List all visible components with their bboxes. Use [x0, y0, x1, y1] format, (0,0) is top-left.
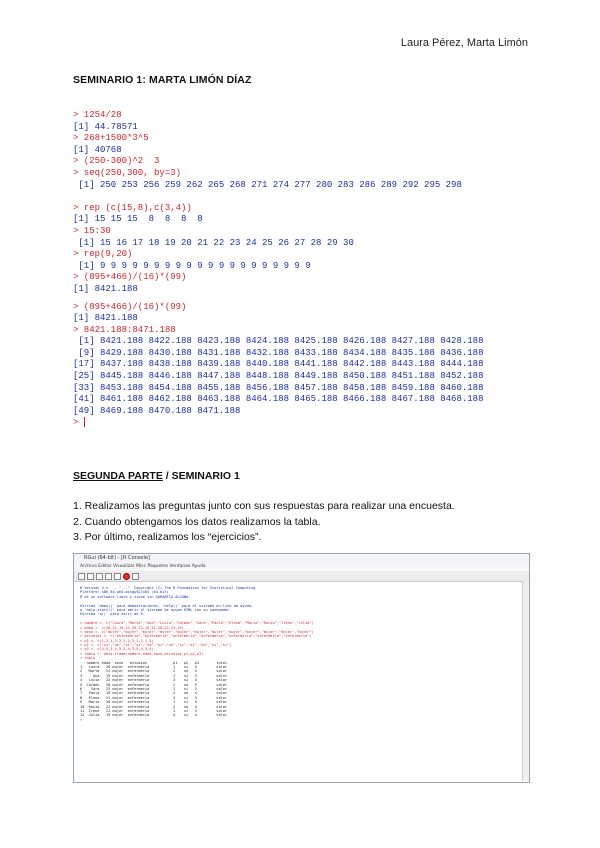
r-window-line: > tabla — [80, 656, 96, 661]
console-line: > 8421.188:8471.188 — [73, 324, 176, 335]
console-line: [1] 8421.188 — [73, 313, 138, 324]
step-3: 3. Por último, realizamos los “ejercicios”. — [73, 531, 262, 543]
r-window-line: Escriba 'demo()' para demostraciones, 'help()' para el sistema on-line de ayuda, — [80, 603, 254, 608]
console-block-1 — [73, 110, 493, 296]
console-line: [1] 8421.188 8422.188 8423.188 8424.188 8425.188 8426.188 8427.188 8428.188 — [73, 336, 484, 347]
r-window-line: 12 Julia 19 mujer enfermeria 3 si 4 valor — [80, 713, 228, 718]
r-window-title: RGui (64-bit) - [R Console] — [74, 554, 529, 563]
r-window-line: Escriba 'q()' para salir de R. — [80, 612, 145, 617]
console-line: [49] 8469.188 8470.188 8471.188 — [73, 405, 241, 416]
r-window-line: 10 Rocio 22 mujer enfermeria 2 no 4 valor — [80, 704, 228, 709]
print-icon — [132, 573, 139, 580]
open-icon — [78, 573, 85, 580]
console-line: > — [73, 417, 84, 428]
paste-icon — [105, 573, 112, 580]
console-line: > (250-300)^2 3 — [73, 156, 160, 167]
r-window-console — [74, 582, 529, 726]
console-line: [1] 15 16 17 18 19 20 21 22 23 24 25 26 27 28 29 30 — [73, 237, 354, 248]
r-window-line: 1 Laura 20 mujer enfermeria 1 si 4 valor — [80, 665, 228, 670]
r-window-line: > nombre <- c("Laura","Marta","Ana","Lucia","Carmen","Sara","Paula","Elena","Maria","Rocio","Irene","Julia") — [80, 621, 314, 626]
console-line: [1] 44.78571 — [73, 121, 138, 132]
console-line: [41] 8461.188 8462.188 8463.188 8464.188 8465.188 8466.188 8467.188 8468.188 — [73, 394, 484, 405]
section-title-2-rest: / SEMINARIO 1 — [162, 470, 240, 482]
r-gui-screenshot — [73, 553, 530, 783]
save-icon — [87, 573, 94, 580]
r-window-line: 4 Lucia 22 mujer enfermeria 3 si 4 valor — [80, 678, 228, 683]
console-line: [25] 8445.188 8446.188 8447.188 8448.188 8449.188 8450.188 8451.188 8452.188 — [73, 371, 484, 382]
console-line: [1] 8421.188 — [73, 283, 138, 294]
section-title-1: SEMINARIO 1: MARTA LIMÓN DÍAZ — [73, 74, 252, 86]
r-window-line: > tabla <- data.frame(nombre,edad,sexo,estudios,p1,p2,p3) — [80, 651, 204, 656]
r-window-line: 3 Ana 19 mujer enfermeria 1 si 3 valor — [80, 673, 228, 678]
r-window-line: 5 Carmen 20 mujer enfermeria 2 no 5 valor — [80, 682, 228, 687]
r-window-line: o 'help.start()' para abrir el sistema de ayuda HTML con su navegador. — [80, 607, 232, 612]
console-line: [1] 9 9 9 9 9 9 9 9 9 9 9 9 9 9 9 9 9 9 9 9 — [73, 260, 311, 271]
console-line: > rep(9,20) — [73, 249, 133, 260]
r-window-line: Platform: x86_64-w64-mingw32/x64 (64-bit) — [80, 590, 169, 595]
console-line: > seq(250,300, by=3) — [73, 167, 182, 178]
section-title-2-underlined: SEGUNDA PARTE — [73, 470, 163, 482]
text-cursor — [84, 417, 86, 427]
console-line: > 1254/28 — [73, 110, 122, 120]
console-line — [73, 191, 493, 203]
copy-paste-icon — [114, 573, 121, 580]
steps-list — [73, 499, 455, 546]
r-window-line: > — [80, 717, 85, 722]
r-console-output — [73, 110, 493, 429]
section-title-2 — [73, 470, 240, 482]
r-window-scrollbar — [522, 581, 529, 781]
copy-icon — [96, 573, 103, 580]
r-window-line: > p3 <- c(4,5,3,4,5,2,4,3,5,4,3,4) — [80, 647, 154, 652]
console-line: [33] 8453.188 8454.188 8455.188 8456.188 8457.188 8458.188 8459.188 8460.188 — [73, 382, 484, 393]
r-window-line: 2 Marta 21 mujer enfermeria 2 no 5 valor — [80, 669, 228, 674]
console-line: > (895+466)/(16)*(99) — [73, 272, 187, 283]
console-line: [1] 250 253 256 259 262 265 268 271 274 277 280 283 286 289 292 295 298 — [73, 179, 462, 190]
r-window-menu: Archivo Editar Visualizar Misc Paquetes Ventanas Ayuda — [74, 563, 529, 571]
r-window-toolbar — [74, 571, 529, 582]
step-2: 2. Cuando obtengamos los datos realizamos la tabla. — [73, 515, 321, 528]
console-block-2 — [73, 302, 493, 430]
step-1: 1. Realizamos las preguntas junto con sus respuestas para realizar una encuesta. — [73, 500, 455, 512]
author-header: Laura Pérez, Marta Limón — [400, 37, 528, 49]
r-window-line: nombre edad sexo estudios p1 p2 p3 total — [80, 660, 228, 665]
r-window-line: 9 Maria 20 mujer enfermeria 1 si 5 valor — [80, 700, 228, 705]
console-line: [1] 15 15 15 8 8 8 8 — [73, 214, 203, 225]
r-window-line: 8 Elena 21 mujer enfermeria 3 si 3 valor — [80, 695, 228, 700]
console-line: [1] 40768 — [73, 144, 122, 155]
console-line: [17] 8437.188 8438.188 8439.188 8440.188 8441.188 8442.188 8443.188 8444.188 — [73, 359, 484, 370]
console-line: > (895+466)/(16)*(99) — [73, 301, 187, 312]
r-window-line: 6 Sara 23 mujer enfermeria 1 si 2 valor — [80, 686, 228, 691]
r-window-line: R version 3.x -- "..." Copyright (C) The R Foundation for Statistical Computing — [80, 586, 256, 590]
r-window-line: > edad <- c(20,21,19,22,20,23,19,21,20,22,21,19) — [80, 625, 184, 630]
r-window-line: > p1 <- c(1,2,1,3,2,1,2,3,1,2,1,3) — [80, 638, 154, 643]
console-line: > 15:30 — [73, 225, 111, 236]
stop-icon — [123, 573, 130, 580]
console-line: > 268+1500*3^5 — [73, 133, 149, 144]
console-line: > rep (c(15,8),c(3,4)) — [73, 202, 192, 213]
r-window-line: > p2 <- c("si","no","si","si","no","si","no","si","si","no","si","si") — [80, 643, 232, 648]
r-window-line: R es un software libre y viene sin GARANTIA ALGUNA. — [80, 594, 191, 599]
r-window-line: 7 Paula 19 mujer enfermeria 2 no 4 valor — [80, 691, 228, 696]
console-line: [9] 8429.188 8430.188 8431.188 8432.188 8433.188 8434.188 8435.188 8436.188 — [73, 347, 484, 358]
r-window-line: 11 Irene 21 mujer enfermeria 1 si 3 valor — [80, 708, 228, 713]
r-window-line: > sexo <- c("mujer","mujer","mujer","mujer","mujer","mujer","mujer","mujer","mujer","mujer","mujer","mujer") — [80, 629, 314, 634]
r-window-line: > estudios <- c("enfermeria","enfermeria","enfermeria","enfermeria","enfermeria","enfermeria","enfermeria") — [80, 634, 312, 639]
